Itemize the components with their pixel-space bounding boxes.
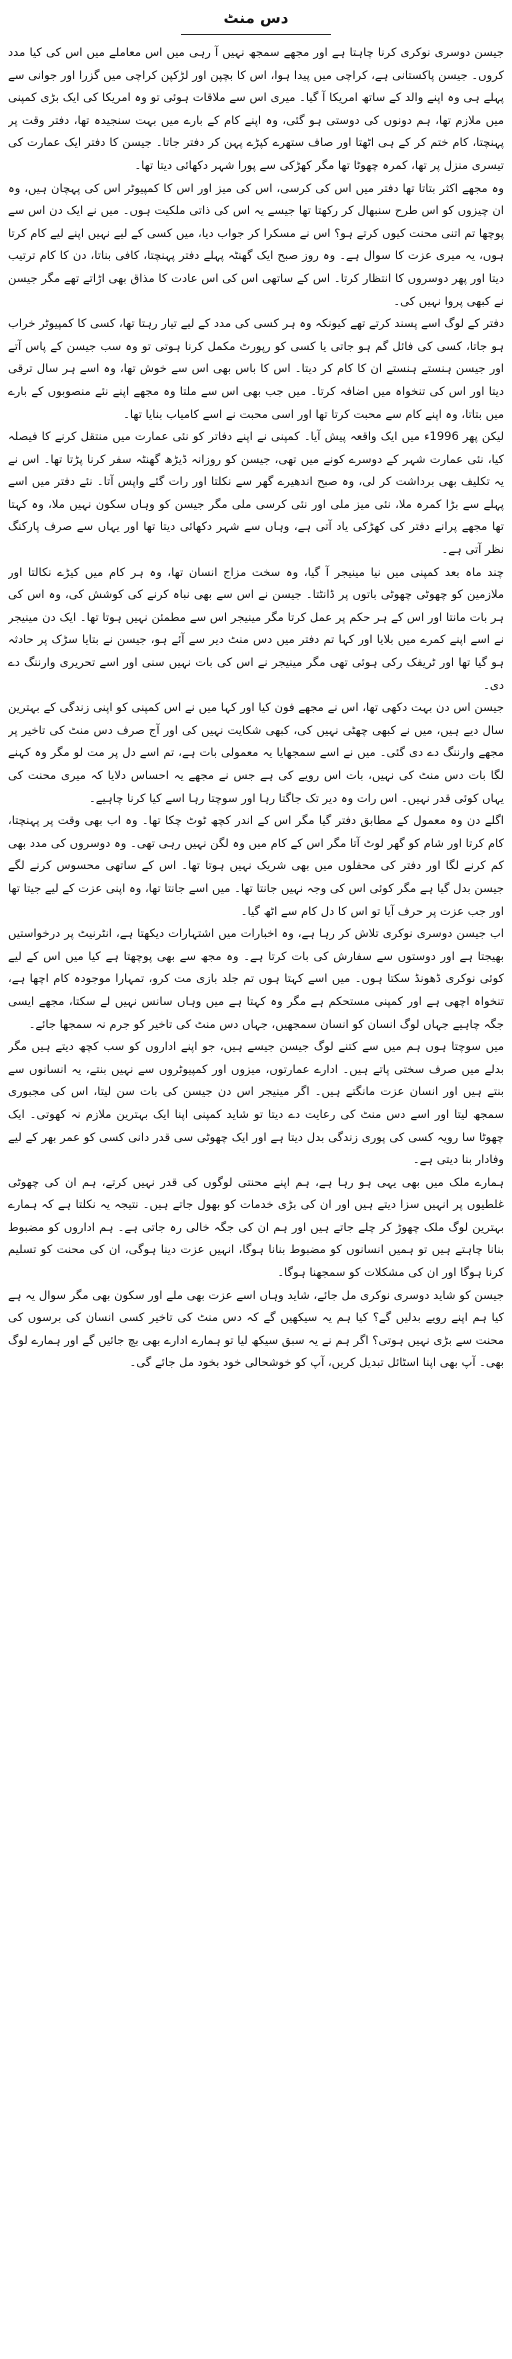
article-title: دس منٹ [223, 9, 289, 27]
paragraph-1: جیسن دوسری نوکری کرنا چاہتا ہے اور مجھے سمجھ نہیں آ رہی میں اس معاملے میں اس کی کیا مدد کروں۔ جیسن پاکستانی ہے، کراچی میں پیدا ہوا، اس کا بچپن اور لڑکپن کراچی میں گزرا اور جوانی سے پہلے ہی وہ اپنے والد کے ساتھ امریکا آ گیا۔ میری اس سے ملاقات ہوئی تو وہ امریکا کی ایک بڑی کمپنی میں ملازم تھا، ہم دونوں کی دوستی ہو گئی، وہ اپنے کام کے بارے میں بہت سنجیدہ تھا، دفتر وقت پر پہنچتا، کام ختم کر کے ہی اٹھتا اور صاف ستھرے کپڑے پہن کر دفتر جاتا۔ جیسن کا دفتر ایک عمارت کی تیسری منزل پر تھا، کمرہ چھوٹا تھا مگر کھڑکی سے پورا شہر دکھائی دیتا تھا۔ [8, 45, 504, 172]
title-underline [181, 34, 331, 35]
paragraph-6: جیسن اس دن بہت دکھی تھا، اس نے مجھے فون کیا اور کہا میں نے اس کمپنی کو اپنی زندگی کے بہترین سال دیے ہیں، میں نے کبھی چھٹی نہیں کی، کبھی شکایت نہیں کی اور آج صرف دس منٹ کی تاخیر پر مجھے وارننگ دے دی گئی۔ میں نے اسے سمجھایا یہ معمولی بات ہے، تم اسے دل پر مت لو مگر وہ کہنے لگا بات دس منٹ کی نہیں، بات اس رویے کی ہے جس نے مجھے یہ احساس دلایا کہ میری محنت کی یہاں کوئی قدر نہیں۔ اس رات وہ دیر تک جاگتا رہا اور سوچتا رہا اسے کیا کرنا چاہیے۔ [8, 700, 504, 805]
article [8, 6, 504, 2351]
article-body [8, 41, 504, 1374]
paragraph-10: ہمارے ملک میں بھی یہی ہو رہا ہے، ہم اپنے محنتی لوگوں کی قدر نہیں کرتے، ہم ان کی چھوٹی غلطیوں پر انہیں سزا دیتے ہیں اور ان کی بڑی خدمات کو بھول جاتے ہیں۔ نتیجہ یہ نکلتا ہے کہ ہمارے بہترین لوگ ملک چھوڑ کر چلے جاتے ہیں اور ہم ان کی جگہ خالی رہ جاتی ہے۔ ہم اداروں کو مضبوط بنانا چاہتے ہیں تو ہمیں انسانوں کو مضبوط بنانا ہوگا، انہیں عزت دینا ہوگی، ان کی محنت کو تسلیم کرنا ہوگا اور ان کی مشکلات کو سمجھنا ہوگا۔ [8, 1174, 504, 1280]
paragraph-11: جیسن کو شاید دوسری نوکری مل جائے، شاید وہاں اسے عزت بھی ملے اور سکون بھی مگر سوال یہ ہے کیا ہم اپنے رویے بدلیں گے؟ کیا ہم یہ سیکھیں گے کہ دس منٹ کی تاخیر کسی انسان کی برسوں کی محنت سے بڑی نہیں ہوتی؟ اگر ہم نے یہ سبق سیکھ لیا تو ہمارے ادارے بھی بچ جائیں گے اور ہمارے لوگ بھی۔ آپ بھی اپنا اسٹائل تبدیل کریں، آپ کو خوشحالی خود بخود مل جائے گی۔ [8, 1287, 504, 1370]
paragraph-3: دفتر کے لوگ اسے پسند کرتے تھے کیونکہ وہ ہر کسی کی مدد کے لیے تیار رہتا تھا، کسی کا کمپیوٹر خراب ہو جاتا، کسی کی فائل گم ہو جاتی یا کسی کو رپورٹ مکمل کرنا ہوتی تو وہ سب جیسن کے پاس آتے اور جیسن ہنستے ہنستے ان کا کام کر دیتا۔ اس کا باس بھی اس سے خوش تھا، وہ اسے ہر سال ترقی دیتا اور اس کی تنخواہ میں اضافہ کرتا۔ میں جب بھی اس سے ملتا وہ مجھے اپنے نئے منصوبوں کے بارے میں بتاتا، وہ اپنے کام سے محبت کرتا تھا اور اسی محبت نے اسے کامیاب بنایا تھا۔ [8, 316, 504, 421]
paragraph-5: چند ماہ بعد کمپنی میں نیا مینیجر آ گیا، وہ سخت مزاج انسان تھا، وہ ہر کام میں کیڑے نکالتا اور ملازمین کو چھوٹی چھوٹی باتوں پر ڈانٹتا۔ جیسن نے اس سے بھی نباہ کرنے کی کوشش کی، وہ اس کی ہر بات مانتا اور اس کے ہر حکم پر عمل کرتا مگر مینیجر اس سے مطمئن نہیں ہوتا تھا۔ ایک دن مینیجر نے اسے اپنے کمرے میں بلایا اور کہا تم دفتر میں دس منٹ دیر سے آئے ہو، جیسن نے بتایا سڑک پر حادثہ ہو گیا تھا اور ٹریفک رکی ہوئی تھی مگر مینیجر نے اس کی بات نہیں سنی اور اسے تحریری وارننگ دے دی۔ [8, 564, 504, 692]
paragraph-2: وہ مجھے اکثر بتاتا تھا دفتر میں اس کی کرسی، اس کی میز اور اس کا کمپیوٹر اس کی پہچان ہیں، وہ ان چیزوں کو اس طرح سنبھال کر رکھتا تھا جیسے یہ اس کی ذاتی ملکیت ہوں۔ میں نے ایک دن اس سے پوچھا تم اتنی محنت کیوں کرتے ہو؟ اس نے مسکرا کر جواب دیا، میں کسی کے لیے نہیں اپنے لیے کام کرتا ہوں، یہ میری عزت کا سوال ہے۔ وہ روز صبح ایک گھنٹہ پہلے دفتر پہنچتا، کافی بناتا، دن کا کام ترتیب دیتا اور پھر دوسروں کا انتظار کرتا۔ اس کے ساتھی اس کی اس عادت کا مذاق بھی اڑاتے تھے مگر جیسن نے کبھی پروا نہیں کی۔ [8, 180, 504, 308]
paragraph-7: اگلے دن وہ معمول کے مطابق دفتر گیا مگر اس کے اندر کچھ ٹوٹ چکا تھا۔ وہ اب بھی وقت پر پہنچتا، کام کرتا اور شام کو گھر لوٹ آتا مگر اس کے کام میں وہ لگن نہیں رہی تھی۔ وہ دوسروں کی مدد بھی کم کرنے لگا اور دفتر کی محفلوں میں بھی شریک نہیں ہوتا تھا۔ اس کے ساتھی محسوس کرنے لگے جیسن بدل گیا ہے مگر کوئی اس کی وجہ نہیں جانتا تھا۔ میں اسے جانتا تھا، وہ اپنی عزت کے لیے جیتا تھا اور جب عزت پر حرف آیا تو اس کا دل کام سے اٹھ گیا۔ [8, 813, 504, 918]
paragraph-9: میں سوچتا ہوں ہم میں سے کتنے لوگ جیسن جیسے ہیں، جو اپنے اداروں کو سب کچھ دیتے ہیں مگر بدلے میں صرف سختی پاتے ہیں۔ ادارے عمارتوں، میزوں اور کمپیوٹروں سے نہیں بنتے، یہ انسانوں سے بنتے ہیں اور انسان عزت مانگتے ہیں۔ اگر مینیجر اس دن جیسن کی بات سن لیتا، اس کی مجبوری سمجھ لیتا اور اسے دس منٹ کی رعایت دے دیتا تو شاید کمپنی اپنا ایک بہترین ملازم نہ کھوتی۔ ایک چھوٹا سا رویہ کسی کی پوری زندگی بدل دیتا ہے اور ایک چھوٹی سی قدر دانی کسی کو عمر بھر کے لیے وفادار بنا دیتی ہے۔ [8, 1039, 504, 1167]
paragraph-8: اب جیسن دوسری نوکری تلاش کر رہا ہے، وہ اخبارات میں اشتہارات دیکھتا ہے، انٹرنیٹ پر درخواستیں بھیجتا ہے اور دوستوں سے سفارش کی بات کرتا ہے۔ وہ مجھ سے بھی پوچھتا ہے کیا میں اس کے لیے کوئی نوکری ڈھونڈ سکتا ہوں۔ میں اسے کہتا ہوں تم جلد بازی مت کرو، تمہارا موجودہ کام اچھا ہے، تنخواہ اچھی ہے اور کمپنی مستحکم ہے مگر وہ کہتا ہے میں وہاں سانس نہیں لے سکتا، مجھے ایسی جگہ چاہیے جہاں لوگ انسان کو انسان سمجھیں، جہاں دس منٹ کی تاخیر کو جرم نہ سمجھا جائے۔ [8, 926, 504, 1031]
paragraph-4: لیکن پھر 1996ء میں ایک واقعہ پیش آیا۔ کمپنی نے اپنے دفاتر کو نئی عمارت میں منتقل کرنے کا فیصلہ کیا، نئی عمارت شہر کے دوسرے کونے میں تھی، جیسن کو روزانہ ڈیڑھ گھنٹہ سفر کرنا پڑتا تھا۔ اس نے یہ تکلیف بھی برداشت کر لی، وہ صبح اندھیرے گھر سے نکلتا اور رات گئے واپس آتا۔ نئے دفتر میں اسے پہلے سے بڑا کمرہ ملا، نئی میز ملی اور نئی کرسی ملی مگر جیسن کو وہاں سکون نہیں ملا، وہ کہتا تھا مجھے پرانے دفتر کی کھڑکی یاد آتی ہے، وہاں سے شہر دکھائی دیتا تھا اور یہاں سے صرف پارکنگ نظر آتی ہے۔ [8, 429, 504, 557]
